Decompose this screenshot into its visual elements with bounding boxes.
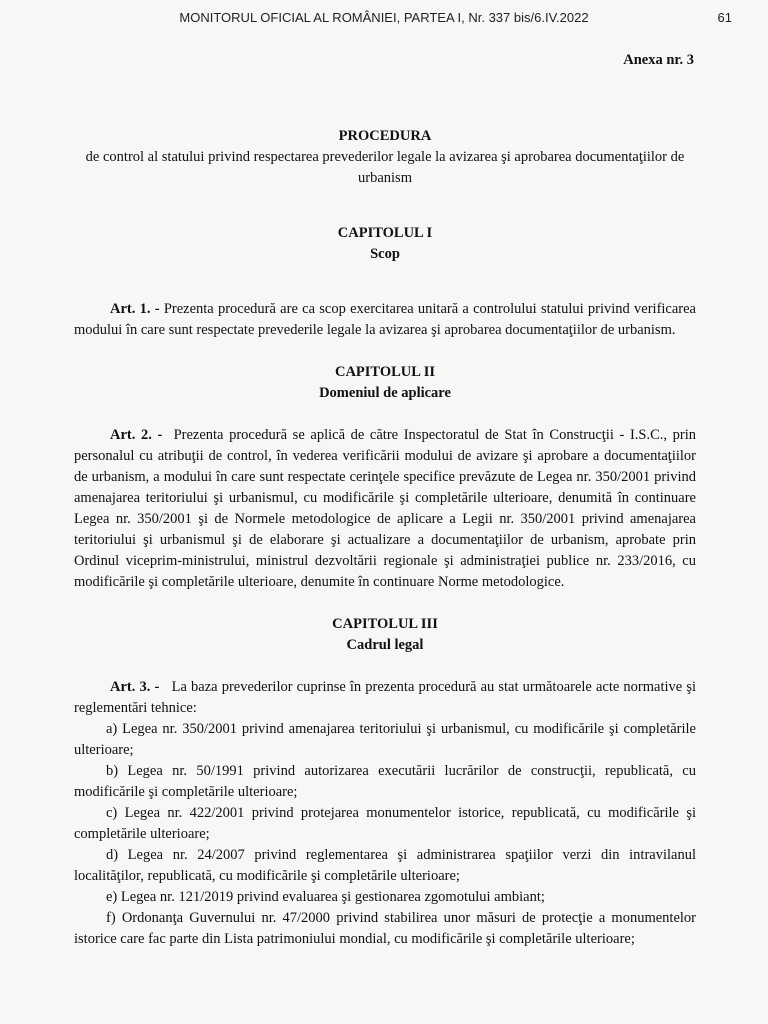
article-label: Art. 2. - [110, 427, 163, 443]
list-item: f) Ordonanţa Guvernului nr. 47/2000 privind stabilirea unor măsuri de protecţie a monumentelor istorice care fac parte din Lista patrimoniului mondial, cu modificările şi completările ulterioare; [74, 910, 696, 947]
article-paragraph [74, 299, 696, 341]
document-body [74, 126, 696, 950]
chapter-heading: CAPITOLUL I [337, 225, 433, 241]
article-label: Art. 1. - [110, 301, 160, 317]
list-item: d) Legea nr. 24/2007 privind reglementarea şi administrarea spaţiilor verzi din intravilanul localităţilor, republicată, cu modificările şi completările ulterioare; [74, 847, 696, 884]
chapter-name: Domeniul de aplicare [319, 385, 451, 401]
gazette-title: MONITORUL OFICIAL AL ROMÂNIEI, PARTEA I, Nr. 337 bis/6.IV.2022 [179, 10, 589, 25]
list-item: a) Legea nr. 350/2001 privind amenajarea teritoriului şi urbanismul, cu modificările şi completările ulterioare; [74, 721, 696, 758]
page-number: 61 [717, 10, 732, 25]
article-paragraph [74, 425, 696, 593]
list-item: b) Legea nr. 50/1991 privind autorizarea executării lucrărilor de construcţii, republicată, cu modificările şi completările ulterioare; [74, 763, 696, 800]
article-text: Prezenta procedură are ca scop exercitarea unitară a controlului statului privind verificarea modului în care sunt respectate prevederile legale la avizarea şi aprobarea documentaţiilor de urbanism. [74, 301, 696, 338]
procedure-subtitle: de control al statului privind respectarea prevederilor legale la avizarea şi aprobarea documentaţiilor de urbanism [85, 149, 685, 186]
procedure-title: PROCEDURA [338, 128, 432, 144]
article-text: La baza prevederilor cuprinse în prezenta procedură au stat următoarele acte normative şi reglementări tehnice: [74, 679, 696, 716]
list-item: e) Legea nr. 121/2019 privind evaluarea şi gestionarea zgomotului ambiant; [106, 889, 545, 905]
annex-label: Anexa nr. 3 [623, 52, 694, 68]
running-header [0, 10, 768, 30]
article-paragraph [74, 677, 696, 719]
chapter-name: Cadrul legal [346, 637, 424, 653]
chapter-heading: CAPITOLUL II [334, 364, 436, 380]
list-item: c) Legea nr. 422/2001 privind protejarea monumentelor istorice, republicată, cu modificările şi completările ulterioare; [74, 805, 696, 842]
article-text: Prezenta procedură se aplică de către Inspectoratul de Stat în Construcţii - I.S.C., prin personalul cu atribuţii de control, în vederea verificării modului de avizare şi aprobare a documentaţiilor de urbanism, a modului în care sunt respectate cerinţele specifice prevăzute de Legea nr. 350/2001 privind amenajarea teritoriului şi urbanismul, cu modificările şi completările ulterioare, denumită în continuare Legea nr. 350/2001 şi de Normele metodologice de aplicare a Legii nr. 350/2001 privind amenajarea teritoriului şi urbanismul şi de elaborare şi actualizare a documentaţiilor de urbanism, aprobate prin Ordinul viceprim-ministrului, ministrul dezvoltării regionale şi administraţiei publice nr. 233/2016, cu modificările şi completările ulterioare, denumite în continuare Norme metodologice. [74, 427, 696, 590]
chapter-heading: CAPITOLUL III [332, 616, 438, 632]
chapter-name: Scop [370, 246, 400, 262]
article-label: Art. 3. - [110, 679, 160, 695]
